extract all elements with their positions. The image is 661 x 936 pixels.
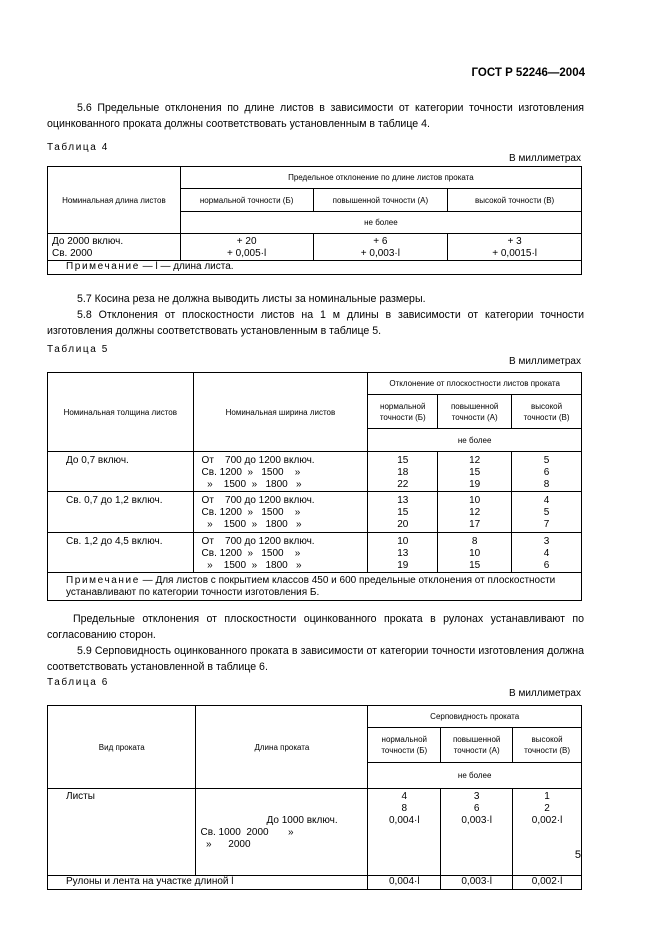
t4-b-2: + 0,005·l (227, 248, 267, 259)
table4-units: В миллиметрах (509, 153, 581, 164)
t5-r3-v: 3 4 6 (512, 533, 582, 573)
t5-r1-a: 12 15 19 (438, 452, 512, 492)
t5-r2-widths: От 700 до 1200 включ. Св. 1200 » 1500 » » 1500 » 1800 » (193, 492, 368, 533)
t4-note-text: — l — длина листа. (139, 261, 234, 272)
t5-r1-widths: От 700 до 1200 включ. Св. 1200 » 1500 » » 1500 » 1800 » (193, 452, 368, 492)
table4-caption: Таблица 4 (47, 142, 109, 153)
t5-r2-v: 4 5 7 (512, 492, 582, 533)
t5-r1-v: 5 6 8 (512, 452, 582, 492)
t4-cell-a (313, 234, 448, 261)
t5-r1-thick: До 0,7 включ. (48, 452, 194, 492)
t5-note-label: Примечание (66, 575, 140, 586)
t6-r1-a: 3 6 0,003·l (441, 789, 513, 876)
t4-col-v: высокой точности (В) (448, 189, 582, 212)
t4-a-2: + 0,003·l (360, 248, 400, 259)
t5-nomore: не более (368, 429, 582, 452)
t6-col-v: высокой точности (В) (513, 728, 582, 763)
t5-r3-widths: От 700 до 1200 включ. Св. 1200 » 1500 » » 1500 » 1800 » (193, 533, 368, 573)
t4-v-1: + 3 (507, 236, 522, 247)
t6-col-a: повышенной точности (А) (441, 728, 513, 763)
t4-col-a: повышенной точности (А) (313, 189, 448, 212)
table5-caption: Таблица 5 (47, 344, 109, 355)
t6-r1-b: 4 8 0,004·l (368, 789, 441, 876)
t6-r2-v: 0,002·l (513, 876, 582, 890)
table-row (48, 533, 582, 573)
t5-note-text: — Для листов с покрытием классов 450 и 600 предельные отклонения от плоскостности устанавливают по категории точности изготовления Б. (66, 575, 556, 598)
table6-units: В миллиметрах (509, 688, 581, 699)
t4-b-1: + 20 (236, 236, 257, 247)
table-row (48, 789, 582, 876)
t5-r2-b: 13 15 20 (368, 492, 438, 533)
table-row (48, 876, 582, 890)
t5-col-width: Номинальная ширина листов (193, 373, 368, 452)
table-row (48, 492, 582, 533)
t5-col-thick: Номинальная толщина листов (48, 373, 194, 452)
t4-note (48, 261, 582, 275)
t6-r1-kind: Листы (48, 789, 196, 876)
t5-r2-a: 10 12 17 (438, 492, 512, 533)
table-6 (47, 705, 582, 890)
table-4 (47, 166, 582, 275)
t5-r3-b: 10 13 19 (368, 533, 438, 573)
t5-col-v: высокой точности (В) (512, 395, 582, 429)
t6-col-len: Длина проката (196, 706, 368, 789)
t6-col-b: нормальной точности (Б) (368, 728, 441, 763)
t6-group-header: Серповидность проката (368, 706, 582, 728)
t5-r3-a: 8 10 15 (438, 533, 512, 573)
t4-cell-v (448, 234, 582, 261)
t4-group-header: Предельное отклонение по длине листов проката (180, 167, 581, 189)
t5-col-a: повышенной точности (А) (438, 395, 512, 429)
paragraph-rolls: Предельные отклонения от плоскостности оцинкованного проката в рулонах устанавливают по согласованию сторон. (47, 613, 584, 641)
table-5 (47, 372, 582, 601)
standard-header: ГОСТ Р 52246—2004 (471, 67, 585, 79)
t4-v-2: + 0,0015·l (492, 248, 538, 259)
t6-nomore: не более (368, 763, 582, 789)
t5-col-b: нормальной точности (Б) (368, 395, 438, 429)
t6-r2-a: 0,003·l (441, 876, 513, 890)
table5-units: В миллиметрах (509, 356, 581, 367)
t4-note-label: Примечание (66, 261, 140, 272)
t5-note (48, 573, 582, 601)
t4-col-b: нормальной точности (Б) (180, 189, 313, 212)
t4-a-1: + 6 (373, 236, 388, 247)
table-row (48, 452, 582, 492)
t5-r3-thick: Св. 1,2 до 4,5 включ. (48, 533, 194, 573)
paragraph-5-8: 5.8 Отклонения от плоскостности листов на 1 м длины в зависимости от категории точности изготовления должны соответствовать установленным в таблице 5. (47, 309, 584, 337)
paragraph-5-9: 5.9 Серповидность оцинкованного проката в зависимости от категории точности изготовления должна соответствовать установленной в таблице 6. (47, 645, 584, 673)
t4-col-nominal: Номинальная длина листов (48, 167, 181, 234)
paragraph-5-7: 5.7 Косина реза не должна выводить листы за номинальные размеры. (77, 293, 426, 305)
t4-cell-b (180, 234, 313, 261)
t5-r2-thick: Св. 0,7 до 1,2 включ. (48, 492, 194, 533)
t4-row-name-2: Св. 2000 (52, 248, 93, 259)
t6-r2-kind: Рулоны и лента на участке длиной l (48, 876, 368, 890)
page-number: 5 (574, 849, 581, 861)
t6-r2-b: 0,004·l (368, 876, 441, 890)
t5-group-header: Отклонение от плоскостности листов проката (368, 373, 582, 395)
t6-r1-lens: До 1000 включ. Св. 1000 2000 » » 2000 (196, 789, 368, 876)
t4-row-name-1: До 2000 включ. (52, 236, 124, 247)
t4-nomore: не более (180, 212, 581, 234)
table6-caption: Таблица 6 (47, 677, 109, 688)
t6-col-kind: Вид проката (48, 706, 196, 789)
t6-r1-v: 1 2 0,002·l (513, 789, 582, 876)
paragraph-5-6: 5.6 Предельные отклонения по длине листов в зависимости от категории точности изготовления оцинкованного проката должны соответствовать установленным в таблице 4. (47, 102, 584, 130)
table-row (48, 234, 181, 261)
t5-r1-b: 15 18 22 (368, 452, 438, 492)
